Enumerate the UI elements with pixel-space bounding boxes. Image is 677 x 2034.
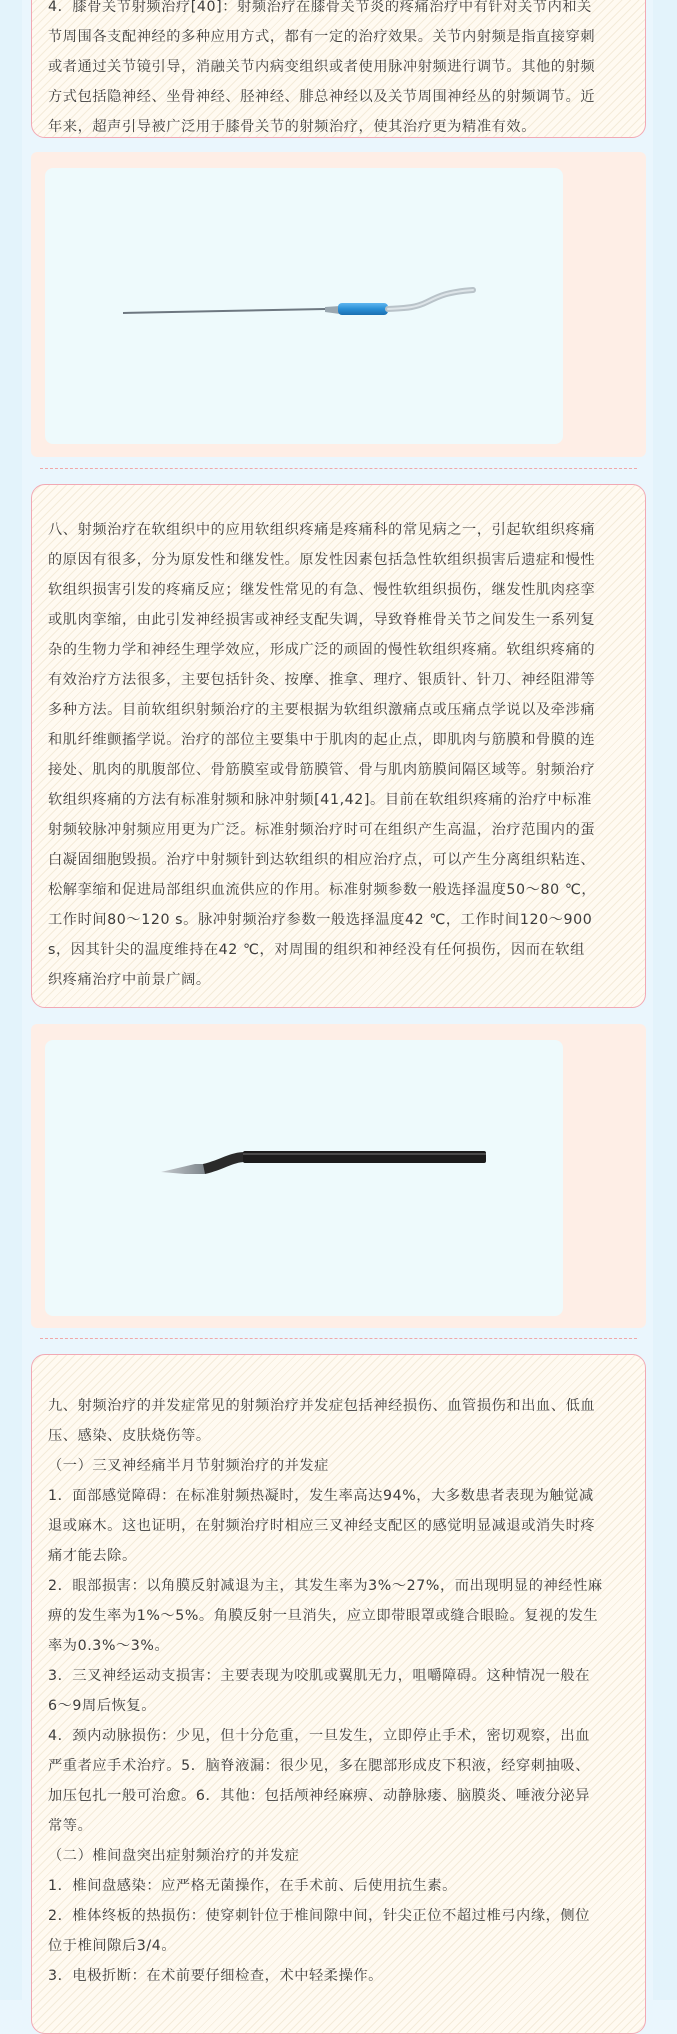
paragraph-line: 软组织损害引发的疼痛反应；继发性常见的有急、慢性软组织损伤，继发性肌肉痉挛 — [48, 582, 596, 598]
paragraph-line: 加压包扎一般可治愈。6．其他：包括颅神经麻痹、动静脉瘘、脑膜炎、唾液分泌异 — [48, 1788, 590, 1804]
paragraph-line: 松解挛缩和促进局部组织血流供应的作用。标准射频参数一般选择温度50～80 ℃， — [48, 882, 597, 898]
cannula-shaft — [243, 1151, 486, 1163]
rf-needle-image — [45, 168, 563, 444]
needle-handle — [338, 303, 388, 315]
paragraph-line: 织疼痛治疗中前景广阔。 — [48, 972, 211, 988]
paragraph-line: 痛才能去除。 — [48, 1548, 137, 1564]
paragraph-line: 有效治疗方法很多，主要包括针灸、按摩、推拿、理疗、银质针、针刀、神经阻滞等 — [48, 672, 596, 688]
paragraph-line: 常等。 — [48, 1818, 93, 1834]
paragraph-line: 3．三叉神经运动支损害：主要表现为咬肌或翼肌无力，咀嚼障碍。这种情况一般在 — [48, 1668, 590, 1684]
paragraph-line: 2．椎体终板的热损伤：使穿刺针位于椎间隙中间，针尖正位不超过椎弓内缘，侧位 — [48, 1908, 590, 1924]
paragraph-line: 退或麻木。这也证明，在射频治疗时相应三叉神经支配区的感觉明显减退或消失时疼 — [48, 1518, 596, 1534]
paragraph-line: 年来，超声引导被广泛用于膝骨关节的射频治疗，使其治疗更为精准有效。 — [48, 119, 536, 135]
paragraph-line: 4．膝骨关节射频治疗[40]：射频治疗在膝骨关节炎的疼痛治疗中有针对关节内和关 — [48, 0, 592, 15]
paragraph-line: 严重者应手术治疗。5．脑脊液漏：很少见，多在腮部形成皮下积液，经穿刺抽吸、 — [48, 1758, 590, 1774]
paragraph-line: 或者通过关节镜引导，消融关节内病变组织或者使用脉冲射频进行调节。其他的射频 — [48, 59, 596, 75]
paragraph-line: 位于椎间隙后3/4。 — [48, 1938, 177, 1954]
figure-rf-needle-frame — [45, 168, 563, 444]
section-divider — [40, 468, 637, 469]
paragraph-line: 杂的生物力学和神经生理学效应，形成广泛的顽固的慢性软组织疼痛。软组织疼痛的 — [48, 642, 596, 658]
paragraph-line: 痹的发生率为1%～5%。角膜反射一旦消失，应立即带眼罩或缝合眼睑。复视的发生 — [48, 1608, 599, 1624]
paragraph-line: 1．椎间盘感染：应严格无菌操作，在手术前、后使用抗生素。 — [48, 1878, 457, 1894]
section-divider — [40, 1338, 637, 1339]
paragraph-line: 九、射频治疗的并发症常见的射频治疗并发症包括神经损伤、血管损伤和出血、低血 — [48, 1398, 596, 1414]
figure-rf-needle — [31, 152, 646, 457]
paragraph-line: 4．颈内动脉损伤：少见，但十分危重，一旦发生，立即停止手术，密切观察，出血 — [48, 1728, 590, 1744]
paragraph-line: 2．眼部损害：以角膜反射减退为主，其发生率为3%～27%，而出现明显的神经性麻 — [48, 1578, 603, 1594]
paragraph-line: 多种方法。目前软组织射频治疗的主要根据为软组织激痛点或压痛点学说以及牵涉痛 — [48, 702, 596, 718]
paragraph-line: 工作时间80～120 s。脉冲射频治疗参数一般选择温度42 ℃，工作时间120～900 — [48, 912, 593, 928]
paragraph-line: 和肌纤维颤搐学说。治疗的部位主要集中于肌肉的起止点，即肌肉与筋膜和骨膜的连 — [48, 732, 596, 748]
text-card-knee-joint — [31, 0, 646, 138]
cannula-tip — [161, 1164, 205, 1174]
paragraph-line: 或肌肉挛缩，由此引发神经损害或神经支配失调，导致脊椎骨关节之间发生一系列复 — [48, 612, 596, 628]
paragraph-line: 的原因有很多，分为原发性和继发性。原发性因素包括急性软组织损害后遗症和慢性 — [48, 552, 596, 568]
paragraph-line: 率为0.3%～3%。 — [48, 1638, 170, 1654]
figure-rf-cannula — [31, 1024, 646, 1328]
needle-connector — [325, 306, 340, 314]
paragraph-line: 白凝固细胞毁损。治疗中射频针到达软组织的相应治疗点，可以产生分离组织粘连、 — [48, 852, 596, 868]
paragraph-line: 方式包括隐神经、坐骨神经、胫神经、腓总神经以及关节周围神经丛的射频调节。近 — [48, 89, 596, 105]
text-card-section-8 — [31, 484, 646, 1008]
cannula-bend — [203, 1152, 245, 1174]
paragraph-line: s，因其针尖的温度维持在42 ℃，对周围的组织和神经没有任何损伤，因而在软组 — [48, 942, 585, 958]
paragraph-line: 软组织疼痛的方法有标准射频和脉冲射频[41,42]。目前在软组织疼痛的治疗中标准 — [48, 792, 592, 808]
figure-rf-cannula-frame — [45, 1040, 563, 1316]
paragraph-line: 1．面部感觉障碍：在标准射频热凝时，发生率高达94%，大多数患者表现为触觉减 — [48, 1488, 594, 1504]
subheading: （二）椎间盘突出症射频治疗的并发症 — [48, 1848, 300, 1864]
paragraph-line: 压、感染、皮肤烧伤等。 — [48, 1428, 211, 1444]
page-margin-left — [0, 0, 22, 2000]
paragraph-line: 八、射频治疗在软组织中的应用软组织疼痛是疼痛科的常见病之一，引起软组织疼痛 — [48, 522, 596, 538]
paragraph-line: 节周围各支配神经的多种应用方式，都有一定的治疗效果。关节内射频是指直接穿刺 — [48, 29, 596, 45]
subheading: （一）三叉神经痛半月节射频治疗的并发症 — [48, 1458, 329, 1474]
page-margin-right — [653, 0, 677, 2000]
needle-shaft — [123, 309, 325, 313]
text-card-section-9 — [31, 1354, 646, 2034]
paragraph-line: 6～9周后恢复。 — [48, 1698, 156, 1714]
paragraph-line: 3．电极折断：在术前要仔细检查，术中轻柔操作。 — [48, 1968, 383, 1984]
rf-cannula-image — [45, 1040, 563, 1316]
paragraph-line: 射频较脉冲射频应用更为广泛。标准射频治疗时可在组织产生高温，治疗范围内的蛋 — [48, 822, 596, 838]
paragraph-line: 接处、肌肉的肌腹部位、骨筋膜室或骨筋膜管、骨与肌肉筋膜间隔区域等。射频治疗 — [48, 762, 596, 778]
